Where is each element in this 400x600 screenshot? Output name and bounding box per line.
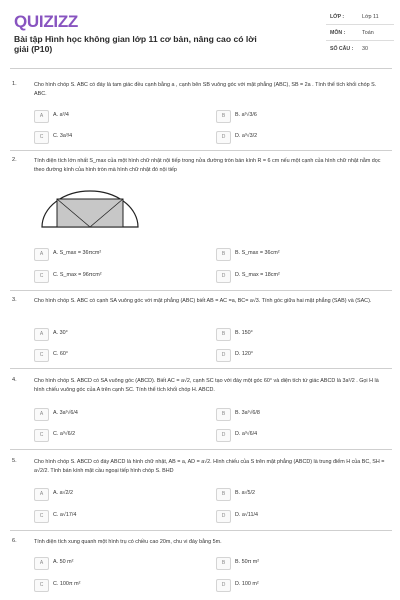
option-text: A. a√2/2 — [53, 490, 74, 496]
meta-count-value: 30 — [362, 46, 368, 52]
question-text: Tính diện tích xung quanh một hình trụ có chiều cao 20m, chu vi đáy bằng 5m. — [34, 539, 222, 545]
option-letter-box: A — [34, 408, 49, 421]
option-text: C. a√17/4 — [53, 512, 77, 518]
option-2a[interactable] — [34, 248, 184, 260]
option-text: D. 120° — [235, 351, 254, 357]
question-divider — [10, 530, 392, 531]
question-text: Tính diện tích lớn nhất S_max của một hình chữ nhật nội tiếp trong nửa đường tròn bán kính R = 6 cm nếu một cạnh của hình chữ nhật nằm dọc theo đường kính của hình tròn mà hình chữ nhật đó nội tiếp — [34, 158, 381, 173]
meta-count-label: SỐ CÂU : — [330, 46, 354, 52]
meta-subject-label: MÔN : — [330, 30, 346, 36]
question-number: 6. — [12, 538, 17, 544]
option-4b[interactable] — [216, 408, 366, 420]
question-text: Cho hình chóp S. ABCD có đáy ABCD là hình chữ nhật, AB = a, AD = a√2. Hình chiếu của S trên mặt phẳng (ABCD) là trung điểm H của BC, SH = a√2/2. Tính bán kính mặt cầu ngoại tiếp hình chóp S. BHD — [34, 459, 385, 474]
option-letter-box: C — [34, 510, 49, 523]
option-2d[interactable] — [216, 270, 366, 282]
quizizz-logo: QUIZIZZ — [14, 12, 78, 31]
option-letter-box: A — [34, 248, 49, 261]
option-1a[interactable] — [34, 110, 184, 122]
semicircle-rectangle-figure — [40, 190, 140, 230]
option-letter-box: C — [34, 349, 49, 362]
option-letter-box: D — [216, 131, 231, 144]
option-2b[interactable] — [216, 248, 366, 260]
question-divider — [10, 290, 392, 291]
option-letter-box: B — [216, 248, 231, 261]
option-letter-box: B — [216, 557, 231, 570]
option-letter-box: D — [216, 579, 231, 592]
meta-class-label: LỚP : — [330, 14, 345, 20]
option-3a[interactable] — [34, 328, 184, 340]
meta-class-value: Lớp 11 — [362, 14, 379, 20]
option-text: B. a³√3/6 — [235, 112, 257, 118]
worksheet-header — [0, 0, 400, 70]
option-text: D. a³√6/4 — [235, 431, 258, 437]
option-5c[interactable] — [34, 510, 184, 522]
option-text: A. 3a³√6/4 — [53, 410, 78, 416]
option-text: D. 100 m² — [235, 581, 259, 587]
option-letter-box: C — [34, 579, 49, 592]
option-6b[interactable] — [216, 557, 366, 569]
option-6a[interactable] — [34, 557, 184, 569]
header-divider — [10, 68, 392, 69]
option-letter-box: B — [216, 328, 231, 341]
question-text: Cho hình chóp S. ABCD có SA vuông góc (ABCD). Biết AC = a√2, cạnh SC tạo với đáy một góc 60° và diện tích tứ giác ABCD là 3a²/2 . Gọi H là hình chiếu vuông góc của A trên cạnh SC. Tính thể tích khối chóp H. ABCD. — [34, 378, 379, 393]
option-letter-box: A — [34, 328, 49, 341]
option-text: B. 50π m² — [235, 559, 260, 565]
question-divider — [10, 150, 392, 151]
option-letter-box: C — [34, 429, 49, 442]
option-text: C. 3a³/4 — [53, 133, 73, 139]
option-text: A. 50 m² — [53, 559, 74, 565]
question-number: 2. — [12, 157, 17, 163]
option-text: B. a√5/2 — [235, 490, 256, 496]
option-5a[interactable] — [34, 488, 184, 500]
option-3c[interactable] — [34, 349, 184, 361]
option-letter-box: C — [34, 131, 49, 144]
option-1d[interactable] — [216, 131, 366, 143]
question-number: 5. — [12, 458, 17, 464]
option-letter-box: D — [216, 429, 231, 442]
option-text: A. 30° — [53, 330, 68, 336]
option-letter-box: A — [34, 557, 49, 570]
option-letter-box: D — [216, 270, 231, 283]
meta-divider — [326, 40, 394, 41]
option-1b[interactable] — [216, 110, 366, 122]
option-6d[interactable] — [216, 579, 366, 591]
option-letter-box: A — [34, 488, 49, 501]
option-text: C. S_max = 96πcm² — [53, 272, 102, 278]
option-5b[interactable] — [216, 488, 366, 500]
question-text: Cho hình chóp S. ABC có cạnh SA vuông góc với mặt phẳng (ABC) biết AB = AC =a, BC= a√3. Tính góc giữa hai mặt phẳng (SAB) và (SAC). — [34, 298, 372, 304]
option-text: D. a√11/4 — [235, 512, 258, 518]
option-4c[interactable] — [34, 429, 184, 441]
option-3b[interactable] — [216, 328, 366, 340]
option-letter-box: D — [216, 510, 231, 523]
option-letter-box: B — [216, 110, 231, 123]
question-text: Cho hình chóp S. ABC có đáy là tam giác đều cạnh bằng a , cạnh bên SB vuông góc với mặt phẳng (ABC), SB = 2a . Tính thể tích khối chóp S. ABC. — [34, 82, 377, 97]
option-5d[interactable] — [216, 510, 366, 522]
option-6c[interactable] — [34, 579, 184, 591]
option-text: C. 100π m² — [53, 581, 81, 587]
option-text: B. 150° — [235, 330, 253, 336]
option-text: D. S_max = 18cm² — [235, 272, 280, 278]
option-text: C. 60° — [53, 351, 69, 357]
option-4d[interactable] — [216, 429, 366, 441]
option-text: C. a³√6/2 — [53, 431, 76, 437]
question-number: 4. — [12, 377, 17, 383]
option-letter-box: D — [216, 349, 231, 362]
option-text: B. S_max = 36cm² — [235, 250, 280, 256]
worksheet-title: Bài tập Hình học không gian lớp 11 cơ bản, nâng cao có lời giải (P10) — [14, 34, 257, 54]
option-letter-box: B — [216, 488, 231, 501]
option-letter-box: C — [34, 270, 49, 283]
option-text: B. 3a³√6/8 — [235, 410, 260, 416]
option-text: A. S_max = 36πcm² — [53, 250, 102, 256]
option-text: A. a³/4 — [53, 112, 69, 118]
option-letter-box: A — [34, 110, 49, 123]
option-4a[interactable] — [34, 408, 184, 420]
meta-divider — [326, 24, 394, 25]
inscribed-rectangle — [57, 199, 123, 227]
option-2c[interactable] — [34, 270, 184, 282]
option-3d[interactable] — [216, 349, 366, 361]
option-1c[interactable] — [34, 131, 184, 143]
option-letter-box: B — [216, 408, 231, 421]
question-number: 1. — [12, 81, 17, 87]
meta-subject-value: Toán — [362, 30, 374, 36]
option-text: D. a³√3/2 — [235, 133, 258, 139]
question-divider — [10, 368, 392, 369]
question-number: 3. — [12, 297, 17, 303]
question-divider — [10, 449, 392, 450]
